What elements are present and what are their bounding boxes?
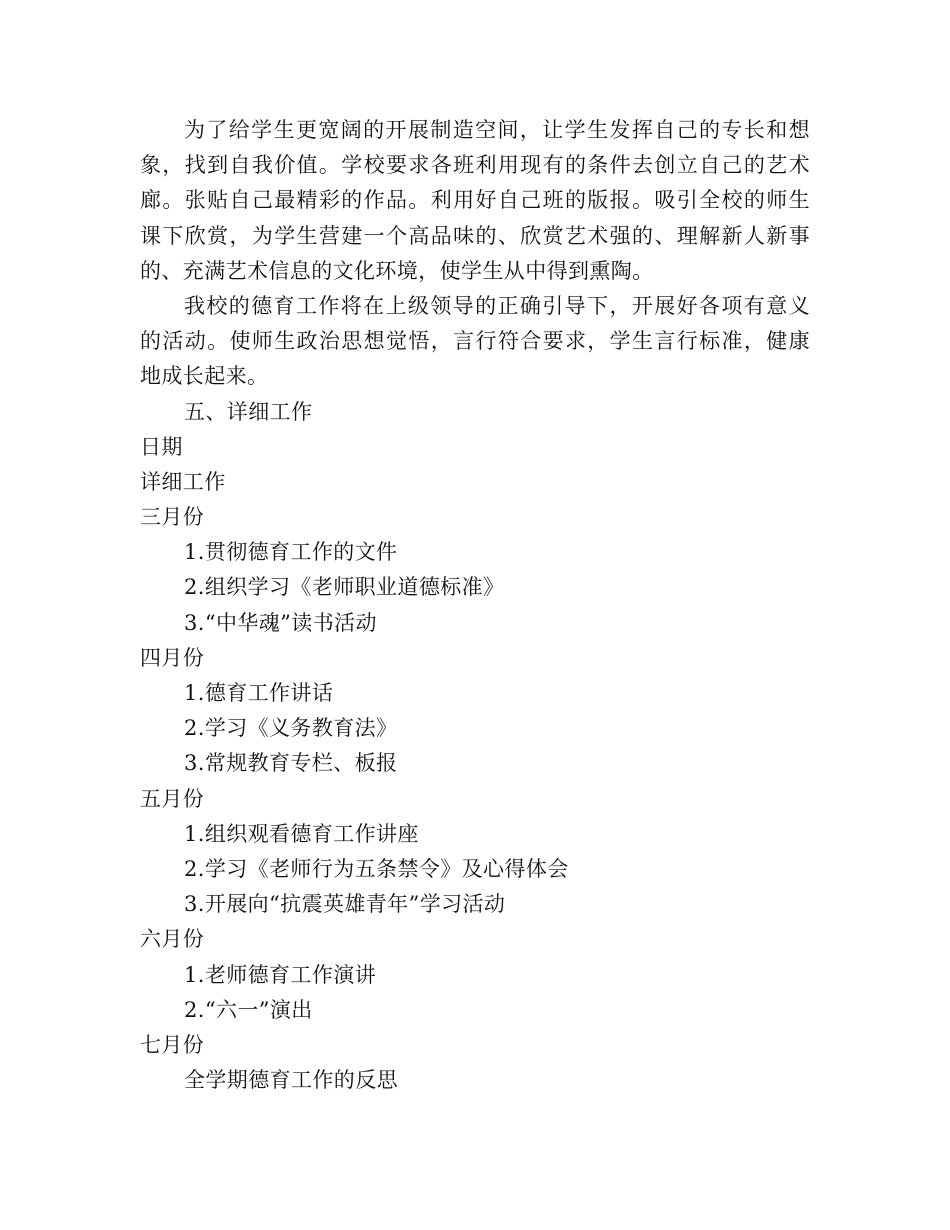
month-block-june: [140, 922, 810, 1028]
work-item: 3.“中华魂”读书活动: [184, 610, 377, 635]
paragraph-line: 的活动。使师生政治思想觉悟，言行符合要求，学生言行标准，健康: [140, 329, 810, 354]
table-header-date: 日期: [140, 434, 183, 459]
work-item: 1.组织观看德育工作讲座: [184, 821, 419, 846]
paragraph-line: 课下欣赏，为学生营建一个高品味的、欣赏艺术强的、理解新人新事: [140, 223, 810, 248]
paragraph-line: 地成长起来。: [140, 364, 269, 389]
month-block-april: [140, 641, 810, 782]
month-block-july: [140, 1028, 810, 1098]
work-item: 3.开展向“抗震英雄青年”学习活动: [184, 892, 506, 917]
work-item: 2.学习《义务教育法》: [184, 716, 398, 741]
work-item: 2.组织学习《老师职业道德标准》: [184, 575, 505, 600]
work-item: 全学期德育工作的反思: [184, 1068, 398, 1093]
month-block-may: [140, 782, 810, 923]
work-item: 3.常规教育专栏、板报: [184, 751, 398, 776]
paragraph-line: 廊。张贴自己最精彩的作品。利用好自己班的版报。吸引全校的师生: [140, 188, 810, 213]
document-body: [140, 113, 810, 1098]
paragraph-line: 我校的德育工作将在上级领导的正确引导下，开展好各项有意义: [184, 293, 810, 318]
table-header-work: 详细工作: [140, 469, 226, 494]
work-item: 1.贯彻德育工作的文件: [184, 540, 398, 565]
paragraph-line: 的、充满艺术信息的文化环境，使学生从中得到熏陶。: [140, 258, 654, 283]
month-label: 六月份: [140, 927, 205, 952]
month-label: 四月份: [140, 645, 205, 670]
section-heading: 五、详细工作: [184, 399, 313, 424]
paragraph-moral-education: [140, 289, 810, 395]
work-item: 2.“六一”演出: [184, 997, 313, 1022]
month-label: 五月份: [140, 786, 205, 811]
month-label: 七月份: [140, 1032, 205, 1057]
work-item: 2.学习《老师行为五条禁令》及心得体会: [184, 856, 569, 881]
paragraph-line: 为了给学生更宽阔的开展制造空间，让学生发挥自己的专长和想: [184, 118, 810, 142]
work-item: 1.老师德育工作演讲: [184, 962, 377, 987]
paragraph-art-corridor: [140, 113, 810, 289]
work-item: 1.德育工作讲话: [184, 681, 334, 705]
month-label: 三月份: [140, 505, 205, 530]
month-block-march: [140, 500, 810, 641]
paragraph-line: 象，找到自我价值。学校要求各班利用现有的条件去创立自己的艺术: [140, 153, 810, 178]
